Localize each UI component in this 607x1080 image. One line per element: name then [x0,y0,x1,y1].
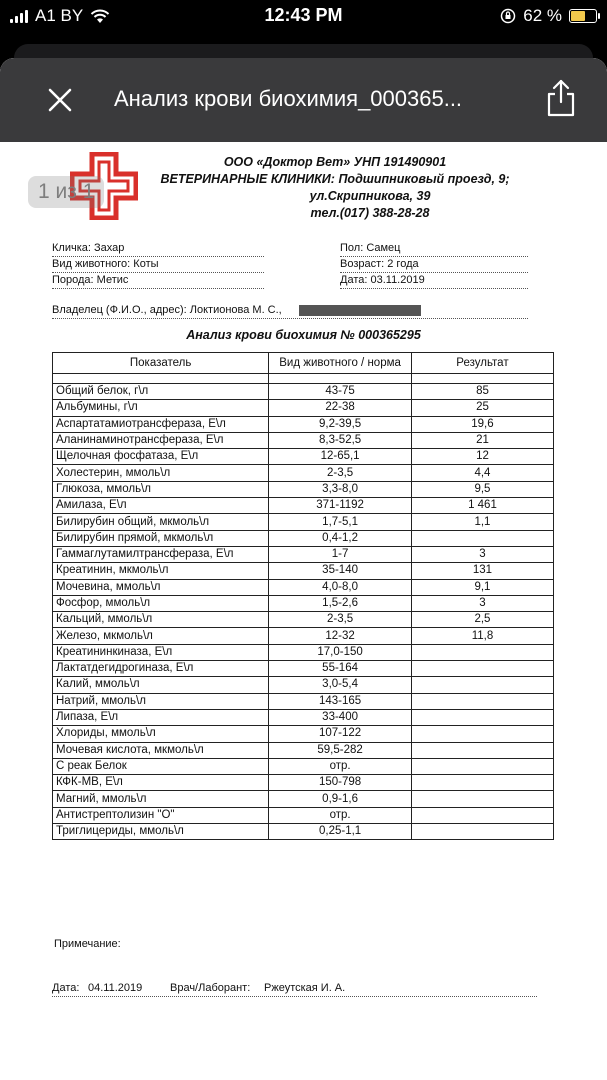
cell-result: 12 [411,449,553,465]
cell-parameter: Креатинин, мкмоль\л [53,563,269,579]
cell-norm: 0,25-1,1 [269,824,412,840]
cell-parameter: Магний, ммоль\л [53,791,269,807]
table-row [53,579,554,595]
cell-result [411,709,553,725]
patient-name: Кличка: Захар [52,242,264,257]
note-label: Примечание: [54,938,121,950]
table-row [53,758,554,774]
clock: 12:43 PM [264,5,343,25]
cell-norm: 22-38 [269,400,412,416]
table-row [53,546,554,562]
cell-parameter: Хлориды, ммоль\л [53,726,269,742]
cell-parameter: Мочевая кислота, мкмоль\л [53,742,269,758]
cell-parameter: Аланинаминотрансфераза, Е\л [53,432,269,448]
cell-parameter: Калий, ммоль\л [53,677,269,693]
cell-norm: 2-3,5 [269,612,412,628]
cell-result [411,791,553,807]
table-row [53,644,554,660]
table-row [53,742,554,758]
table-row [53,465,554,481]
footer-date-label: Дата: [52,982,80,994]
cell-result [411,677,553,693]
cell-parameter: Мочевина, ммоль\л [53,579,269,595]
table-row [53,563,554,579]
cell-result: 1,1 [411,514,553,530]
cell-norm: 9,2-39,5 [269,416,412,432]
table-row [53,416,554,432]
table-row [53,595,554,611]
table-row [53,775,554,791]
cell-norm: 43-75 [269,384,412,400]
cell-norm: 12-32 [269,628,412,644]
cell-parameter: Триглицериды, ммоль\л [53,824,269,840]
cell-norm: 8,3-52,5 [269,432,412,448]
cell-result [411,693,553,709]
column-header-norm: Вид животного / норма [269,353,412,374]
cell-result: 21 [411,432,553,448]
cell-parameter: Аспартатамиотрансфераза, Е\л [53,416,269,432]
battery-level [571,11,585,21]
cell-norm: 55-164 [269,661,412,677]
table-row [53,791,554,807]
cell-norm: 3,0-5,4 [269,677,412,693]
footer-doctor: Ржеутская И. А. [264,982,346,994]
status-bar [0,0,607,34]
clinic-address: ВЕТЕРИНАРНЫЕ КЛИНИКИ: Подшипниковый проезд, 9; [160,172,510,186]
close-icon[interactable] [44,84,76,116]
document-page [0,142,607,1080]
cell-norm: 1,7-5,1 [269,514,412,530]
cell-norm: 17,0-150 [269,644,412,660]
patient-breed: Порода: Метис [52,274,264,289]
cell-norm: 143-165 [269,693,412,709]
table-header-row [53,353,554,374]
cell-parameter: Билирубин общий, мкмоль\л [53,514,269,530]
table-row [53,612,554,628]
cell-result: 2,5 [411,612,553,628]
signature-footer [52,982,537,997]
cell-result: 25 [411,400,553,416]
cell-result [411,661,553,677]
table-row [53,498,554,514]
cell-result: 9,1 [411,579,553,595]
cell-norm: 4,0-8,0 [269,579,412,595]
analysis-title: Анализ крови биохимия № 000365295 [186,328,421,342]
cell-parameter: Креатининкиназа, Е\л [53,644,269,660]
cell-parameter: Гаммаглутамилтрансфераза, Е\л [53,546,269,562]
cell-parameter: Натрий, ммоль\л [53,693,269,709]
table-row [53,709,554,725]
document-viewer [0,58,607,1080]
cell-parameter: Щелочная фосфатаза, Е\л [53,449,269,465]
cell-result [411,530,553,546]
clinic-name: ООО «Доктор Вет» УНП 191490901 [223,155,447,169]
table-row [53,726,554,742]
results-table [52,352,554,840]
cell-result: 19,6 [411,416,553,432]
status-bar-right [500,6,597,26]
column-header-parameter: Показатель [53,353,269,374]
cell-parameter: Холестерин, ммоль\л [53,465,269,481]
results-body [53,374,554,840]
cell-norm: отр. [269,758,412,774]
cell-norm: 33-400 [269,709,412,725]
cell-parameter: Глюкоза, ммоль\л [53,481,269,497]
cell-norm: 35-140 [269,563,412,579]
cell-parameter: Кальций, ммоль\л [53,612,269,628]
table-row [53,807,554,823]
cell-norm: 59,5-282 [269,742,412,758]
cell-result: 131 [411,563,553,579]
cell-result [411,775,553,791]
table-row [53,677,554,693]
carrier-label: A1 BY [35,6,84,25]
owner-label: Владелец (Ф.И.О., адрес): Локтионова М. С., [52,304,282,316]
cell-norm: 107-122 [269,726,412,742]
cell-norm: 1-7 [269,546,412,562]
orientation-lock-icon [500,8,516,24]
battery-icon [569,9,597,23]
table-row [53,628,554,644]
table-row [53,514,554,530]
battery-percent: 62 % [523,6,562,25]
cell-parameter: Билирубин прямой, мкмоль\л [53,530,269,546]
page-indicator: 1 из 1 [28,176,104,208]
document-title: Анализ крови биохимия_000365... [114,86,463,111]
cell-result [411,824,553,840]
table-row [53,384,554,400]
patient-sex: Пол: Самец [340,242,528,257]
cell-norm: отр. [269,807,412,823]
cell-parameter: Антистрептолизин "О" [53,807,269,823]
cell-result [411,726,553,742]
column-header-result: Результат [411,353,553,374]
owner-info [52,304,528,319]
table-spacer-row [53,374,554,384]
cell-result [411,644,553,660]
footer-date: 04.11.2019 [88,982,143,994]
table-row [53,449,554,465]
cell-result: 1 461 [411,498,553,514]
table-row [53,693,554,709]
cell-norm: 2-3,5 [269,465,412,481]
cell-parameter: Липаза, Е\л [53,709,269,725]
analysis-date: Дата: 03.11.2019 [340,274,528,289]
cell-parameter: Фосфор, ммоль\л [53,595,269,611]
footer-doctor-label: Врач/Лаборант: [170,982,251,994]
viewer-nav-bar [0,58,607,142]
table-row [53,824,554,840]
clinic-phone: тел.(017) 388-28-28 [310,206,430,220]
cell-parameter: Лактатдегидрогиназа, Е\л [53,661,269,677]
patient-species: Вид животного: Коты [52,258,264,273]
cell-result [411,807,553,823]
cell-result: 11,8 [411,628,553,644]
cell-norm: 12-65,1 [269,449,412,465]
cell-parameter: С реак Белок [53,758,269,774]
share-icon[interactable] [544,78,578,118]
cell-norm: 0,4-1,2 [269,530,412,546]
cell-result: 9,5 [411,481,553,497]
cell-parameter: Альбумины, г\л [53,400,269,416]
table-row [53,432,554,448]
cell-parameter: Железо, мкмоль\л [53,628,269,644]
cell-parameter: Общий белок, г\л [53,384,269,400]
cell-result [411,758,553,774]
cell-result: 3 [411,595,553,611]
cell-norm: 371-1192 [269,498,412,514]
clinic-header [140,154,530,222]
cell-result: 3 [411,546,553,562]
cell-result [411,742,553,758]
cell-parameter: Амилаза, Е\л [53,498,269,514]
cell-result: 85 [411,384,553,400]
redacted-block [299,305,421,316]
table-row [53,530,554,546]
cell-norm: 150-798 [269,775,412,791]
cell-result: 4,4 [411,465,553,481]
cell-norm: 1,5-2,6 [269,595,412,611]
cell-norm: 0,9-1,6 [269,791,412,807]
cell-parameter: КФК-МВ, Е\л [53,775,269,791]
cell-norm: 3,3-8,0 [269,481,412,497]
table-row [53,481,554,497]
table-row [53,400,554,416]
table-row [53,661,554,677]
patient-age: Возраст: 2 года [340,258,528,273]
clinic-street: ул.Скрипникова, 39 [309,189,431,203]
